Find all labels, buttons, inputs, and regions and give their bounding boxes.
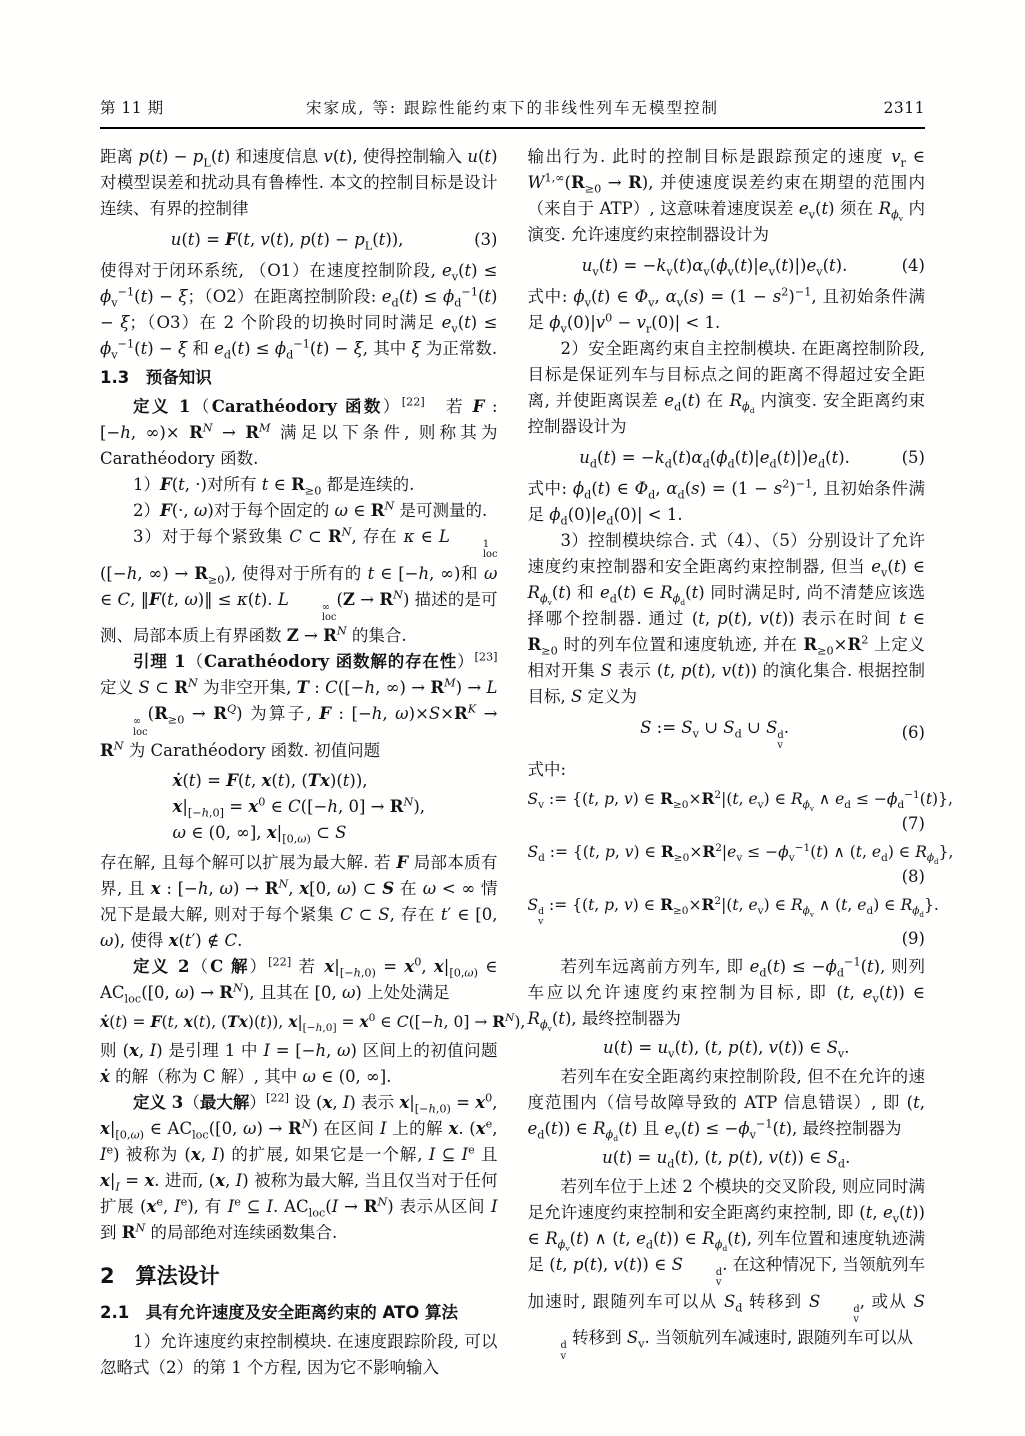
equation-3 — [100, 227, 498, 253]
section-heading-1-3: 1.3 预备知识 — [100, 368, 212, 387]
equation-6 — [528, 715, 926, 752]
equation-ivp-lines — [173, 768, 426, 846]
equation-3-number: (3) — [474, 230, 498, 249]
paragraph-condition-1: 1）F(t, ·)对所有 t ∈ $R_{\ge 0}$ 都是连续的. — [133, 475, 415, 498]
equation-controller-uv — [528, 1035, 926, 1061]
equation-4-number: (4) — [901, 256, 925, 275]
paragraph-cross-stage: 若列车位于上述 2 个模块的交叉阶段, 则应同时满足允许速度约束控制和安全距离约束控制, 即 (t, $e_v(t)$) ∈ $R_{\phi_v}(t)$ ∧ (t, $e_d(t)$) ∈ $R_{\phi_d}(t)$, 列车位置和速度轨迹满足 (t, p(t), v(t)) ∈ S d v . 在这种情况下, 当领航列车加速时, 跟随列车可以从 $S_d$ 转移到 S d v , 或从 S d v 转移到 $S_v$. 当领航列车减速时, 跟随列车可以从 — [527, 1176, 926, 1362]
equation-6-number: (6) — [901, 723, 925, 743]
paragraph-eq5-note: 式中: $\phi_d(t)$ ∈ $\Phi_d$, $\alpha_d(s) = (1 - s^2)^{-1}$, 且初始条件满足 $\phi_d(0)|e_d(0)| < 1$. — [527, 477, 925, 528]
page-number: 2311 — [883, 99, 925, 117]
paragraph-c-solution: 则 (x, I) 是引理 1 中 I = [−h, ω) 区间上的初值问题 ẋ 的解（称为 C 解）, 其中 ω ∈ (0, ∞]. — [100, 1041, 498, 1087]
paragraph-objectives: 使得对于闭环系统, （O1）在速度控制阶段, $e_v(t) \le \phi_v^{-1}(t) - \xi$；（O2）在距离控制阶段: $e_d(t) \le \phi_d^{-1}(t) - \xi$；（O3）在 2 个阶段的切换时同时满足 $e_v(t) \le \phi_v^{-1}(t) - \xi$ 和 $e_d(t) \le \phi_d^{-1}(t) - \xi$, 其中 ξ 为正常数. — [100, 261, 498, 362]
equation-ivp-line-3: ω ∈ (0, ∞], $x|_{[0,\omega)}$ ⊂ S — [172, 823, 347, 846]
paragraph-condition-2: 2）F(·, ω)对于每个固定的 ω ∈ $R^N$ 是可测量的. — [133, 499, 488, 520]
equation-9 — [527, 892, 939, 951]
paragraph-module-1: 1）允许速度约束控制模块. 在速度跟踪阶段, 可以忽略式（2）的第 1 个方程, 因为它不影响输入 — [100, 1332, 498, 1378]
paragraph-definition-3: 定义 3（最大解）[22] 设 (x, I) 表示 $x|_{[-h,0)} = x^0$, $x|_{[0,\omega)}$ ∈ $AC_{loc}([0$, $\omega) \to R^N$) 在区间 I 上的解 x. ($x^e$, Ie) 被称为 (x, I) 的扩展, 如果它是一个解, I ⊆ Ie 且 $x|_I = x$. 进而, (x, I) 被称为最大解, 当且仅当对于任何扩展 ($x^e$, Ie), 有 Ie ⊆ I. $AC_{loc}(I \to R^N)$ 表示从区间 I 到 $R^N$ 的局部绝对连续函数集合. — [100, 1091, 498, 1243]
equation-8 — [527, 839, 954, 889]
paragraph-condition-3: 3）对于每个紧致集 C ⊂ $R^N$, 存在 κ ∈ L 1 loc ([−h, ∞) → $R_{\ge 0}$), 使得对于所有的 t ∈ [−h, ∞)和 ω ∈ C, ‖F(t, ω)‖ ≤ κ(t). L ∞ loc $(Z \to R^N)$ 描述的是可测、局部本质上有界函数 $Z \to R^N$ 的集合. — [100, 525, 498, 646]
paragraph-eq4-note: 式中: $\phi_v(t)$ ∈ $\Phi_v$, $\alpha_v(s) = (1 - s^2)^{-1}$, 且初始条件满足 $\phi_v(0)|v^0 - v_r(0)| < 1$. — [527, 285, 925, 336]
equation-9-number: (9) — [901, 928, 925, 948]
section-heading-2: 2 算法设计 — [100, 1264, 220, 1289]
paragraph-where: 式中: — [527, 759, 567, 779]
running-head — [100, 96, 925, 118]
equation-7-number: (7) — [901, 813, 925, 833]
equation-8-body: $S_d$ := {(t, p, v) ∈ $R_{\ge 0}\times R^2|e_v \le -\phi_v^{-1}(t)$ ∧ (t, $e_d$) ∈ $R_{\phi_d}$}, — [527, 841, 954, 866]
header-rule — [100, 127, 925, 129]
paragraph-module-3: 3）控制模块综合. 式（4）、（5）分别设计了允许速度约束控制器和安全距离约束控制器, 但当 $e_v(t)$ ∈ $R_{\phi_v}(t)$ 和 $e_d(t)$ ∈ $R_{\phi_d}(t)$ 同时满足时, 尚不清楚应该选择哪个控制器. 通过 (t, p(t), v(t)) 表示在时间 t ∈ $R_{\ge 0}$ 时的列车位置和速度轨迹, 并在 $R_{\ge 0}\times R^2$ 上定义相对开集 S 表示 (t, p(t), v(t)) 的演化集合. 根据控制目标, S 定义为 — [527, 531, 925, 706]
left-column — [100, 144, 526, 1381]
equation-ivp-line-2: $x|_{[-h,0]} = x^0$ ∈ C([−h, $0] \to R^N$), — [172, 795, 425, 820]
paragraph-module-2: 2）安全距离约束自主控制模块. 在距离控制阶段, 目标是保证列车与目标点之间的距离不得超过安全距离, 并使距离误差 $e_d(t)$ 在 $R_{\phi_d}$ 内演变. 安全距离约束控制器设计为 — [527, 339, 925, 436]
two-column-body — [100, 144, 954, 1381]
paragraph-lemma-1: 引理 1（Carathéodory 函数解的存在性）[23] 定义 S ⊂ $R^N$ 为非空开集, T : C([−h, ∞) → $R^M) \to L$ ∞ loc $(R_{\ge 0} \to R^Q)$ 为算子, F : [−h, $\omega)\times S\times R^K \to R^N$ 为 Carathéodory 函数. 初值问题 — [100, 650, 498, 761]
equation-7-body: $S_v$ := {(t, p, v) ∈ $R_{\ge 0}\times R^2|(t$, $e_v$) ∈ $R_{\phi_v}$ ∧ $e_d \le -\phi_d^{-1}(t)$}, — [527, 788, 953, 813]
equation-4 — [528, 253, 926, 279]
paragraph-far-train: 若列车远离前方列车, 即 $e_d(t) \le -\phi_d^{-1}(t)$, 则列车应以允许速度约束控制为目标, 即 (t, $e_v(t)$) ∈ $R_{\phi_v}(t)$, 最终控制器为 — [527, 955, 925, 1034]
equation-4-body: $u_v(t) = -k_v(t)\alpha_v(\phi_v(t)|e_v(t)|)e_v(t)$. — [581, 256, 848, 279]
equation-controller-ud — [528, 1145, 926, 1171]
paragraph-definition-2: 定义 2（C 解）[22] 若 $x|_{[-h,0)} = x^0$, $x|_{[0,\omega)}$ ∈ $AC_{loc}([0$, $\omega) \to R^N$), 且其在 [0, ω) 上处处满足 — [100, 955, 498, 1006]
equation-ivp — [100, 768, 498, 846]
equation-c-solution — [100, 1009, 526, 1035]
equation-9-body: S d v := {(t, p, v) ∈ $R_{\ge 0}\times R^2|(t$, $e_v$) ∈ $R_{\phi_v}$ ∧ (t, $e_d$) ∈ $R_{\phi_d}$}. — [527, 894, 939, 928]
equation-3-body: u(t) = F(t, v(t), $p(t) - p_L(t)$), — [170, 230, 404, 253]
equation-5-body: $u_d(t) = -k_d(t)\alpha_d(\phi_d(t)|e_d(t)|)e_d(t)$. — [579, 448, 850, 471]
paragraph-atp-error: 若列车在安全距离约束控制阶段, 但不在允许的速度范围内（信号故障导致的 ATP 信息错误）, 即 (t, $e_d(t)$) ∈ $R_{\phi_d}(t)$ 且 $e_v(t) \le -\phi_v^{-1}(t)$, 最终控制器为 — [527, 1066, 925, 1144]
equation-controller-uv-body: $u(t) = u_v(t)$, (t, p(t), v(t)) ∈ $S_v$. — [602, 1037, 850, 1061]
running-title: 宋家成, 等: 跟踪性能约束下的非线性列车无模型控制 — [305, 99, 719, 117]
equation-5 — [528, 445, 926, 471]
equation-ivp-line-1: ẋ(t) = F(t, x(t), (Tx)(t)), — [172, 771, 368, 791]
section-heading-2-1: 2.1 具有允许速度及安全距离约束的 ATO 算法 — [100, 1303, 458, 1323]
equation-6-body: S := $S_v$ ∪ $S_d$ ∪ S d v . — [640, 718, 789, 752]
paragraph-output: 输出行为. 此时的控制目标是跟踪预定的速度 $v_r$ ∈ $W^{1,\infty}(R_{\ge 0} \to R)$, 并使速度误差约束在期望的范围内（来自于 ATP）, 这意味着速度误差 $e_v(t)$ 须在 $R_{\phi_v}$ 内演变. 允许速度约束控制器设计为 — [527, 147, 925, 244]
equation-c-solution-body: ẋ(t) = F(t, x(t), (Tx)(t)), $x|_{[-h,0]} = x^0$ ∈ C([−h, $0] \to R^N$), — [100, 1012, 526, 1035]
right-column — [527, 144, 954, 1381]
equation-7 — [527, 786, 953, 836]
journal-issue: 第 11 期 — [100, 99, 164, 117]
paragraph-existence: 存在解, 且每个解可以扩展为最大解. 若 F 局部本质有界, 且 x : [−h, $\omega) \to R^N$, x[0, ω) ⊂ S 在 ω < ∞ 情况下是最大解, 则对于每个紧集 C ⊂ S, 存在 t′ ∈ [0, ω), 使得 x(t′) ∉ C. — [100, 853, 498, 951]
paragraph-definition-1: 定义 1（Carathéodory 函数）[22] 若 F : [−h, ∞)× $R^N \to R^M$ 满足以下条件, 则称其为 Carathéodory 函数. — [100, 395, 498, 468]
equation-5-number: (5) — [901, 448, 925, 467]
equation-8-number: (8) — [901, 866, 925, 886]
equation-controller-ud-body: $u(t) = u_d(t)$, (t, p(t), v(t)) ∈ $S_d$. — [602, 1147, 851, 1171]
paragraph-intro: 距离 $p(t) - p_L(t)$ 和速度信息 v(t), 使得控制输入 u(t) 对模型误差和扰动具有鲁棒性. 本文的控制目标是设计连续、有界的控制律 — [100, 147, 498, 218]
